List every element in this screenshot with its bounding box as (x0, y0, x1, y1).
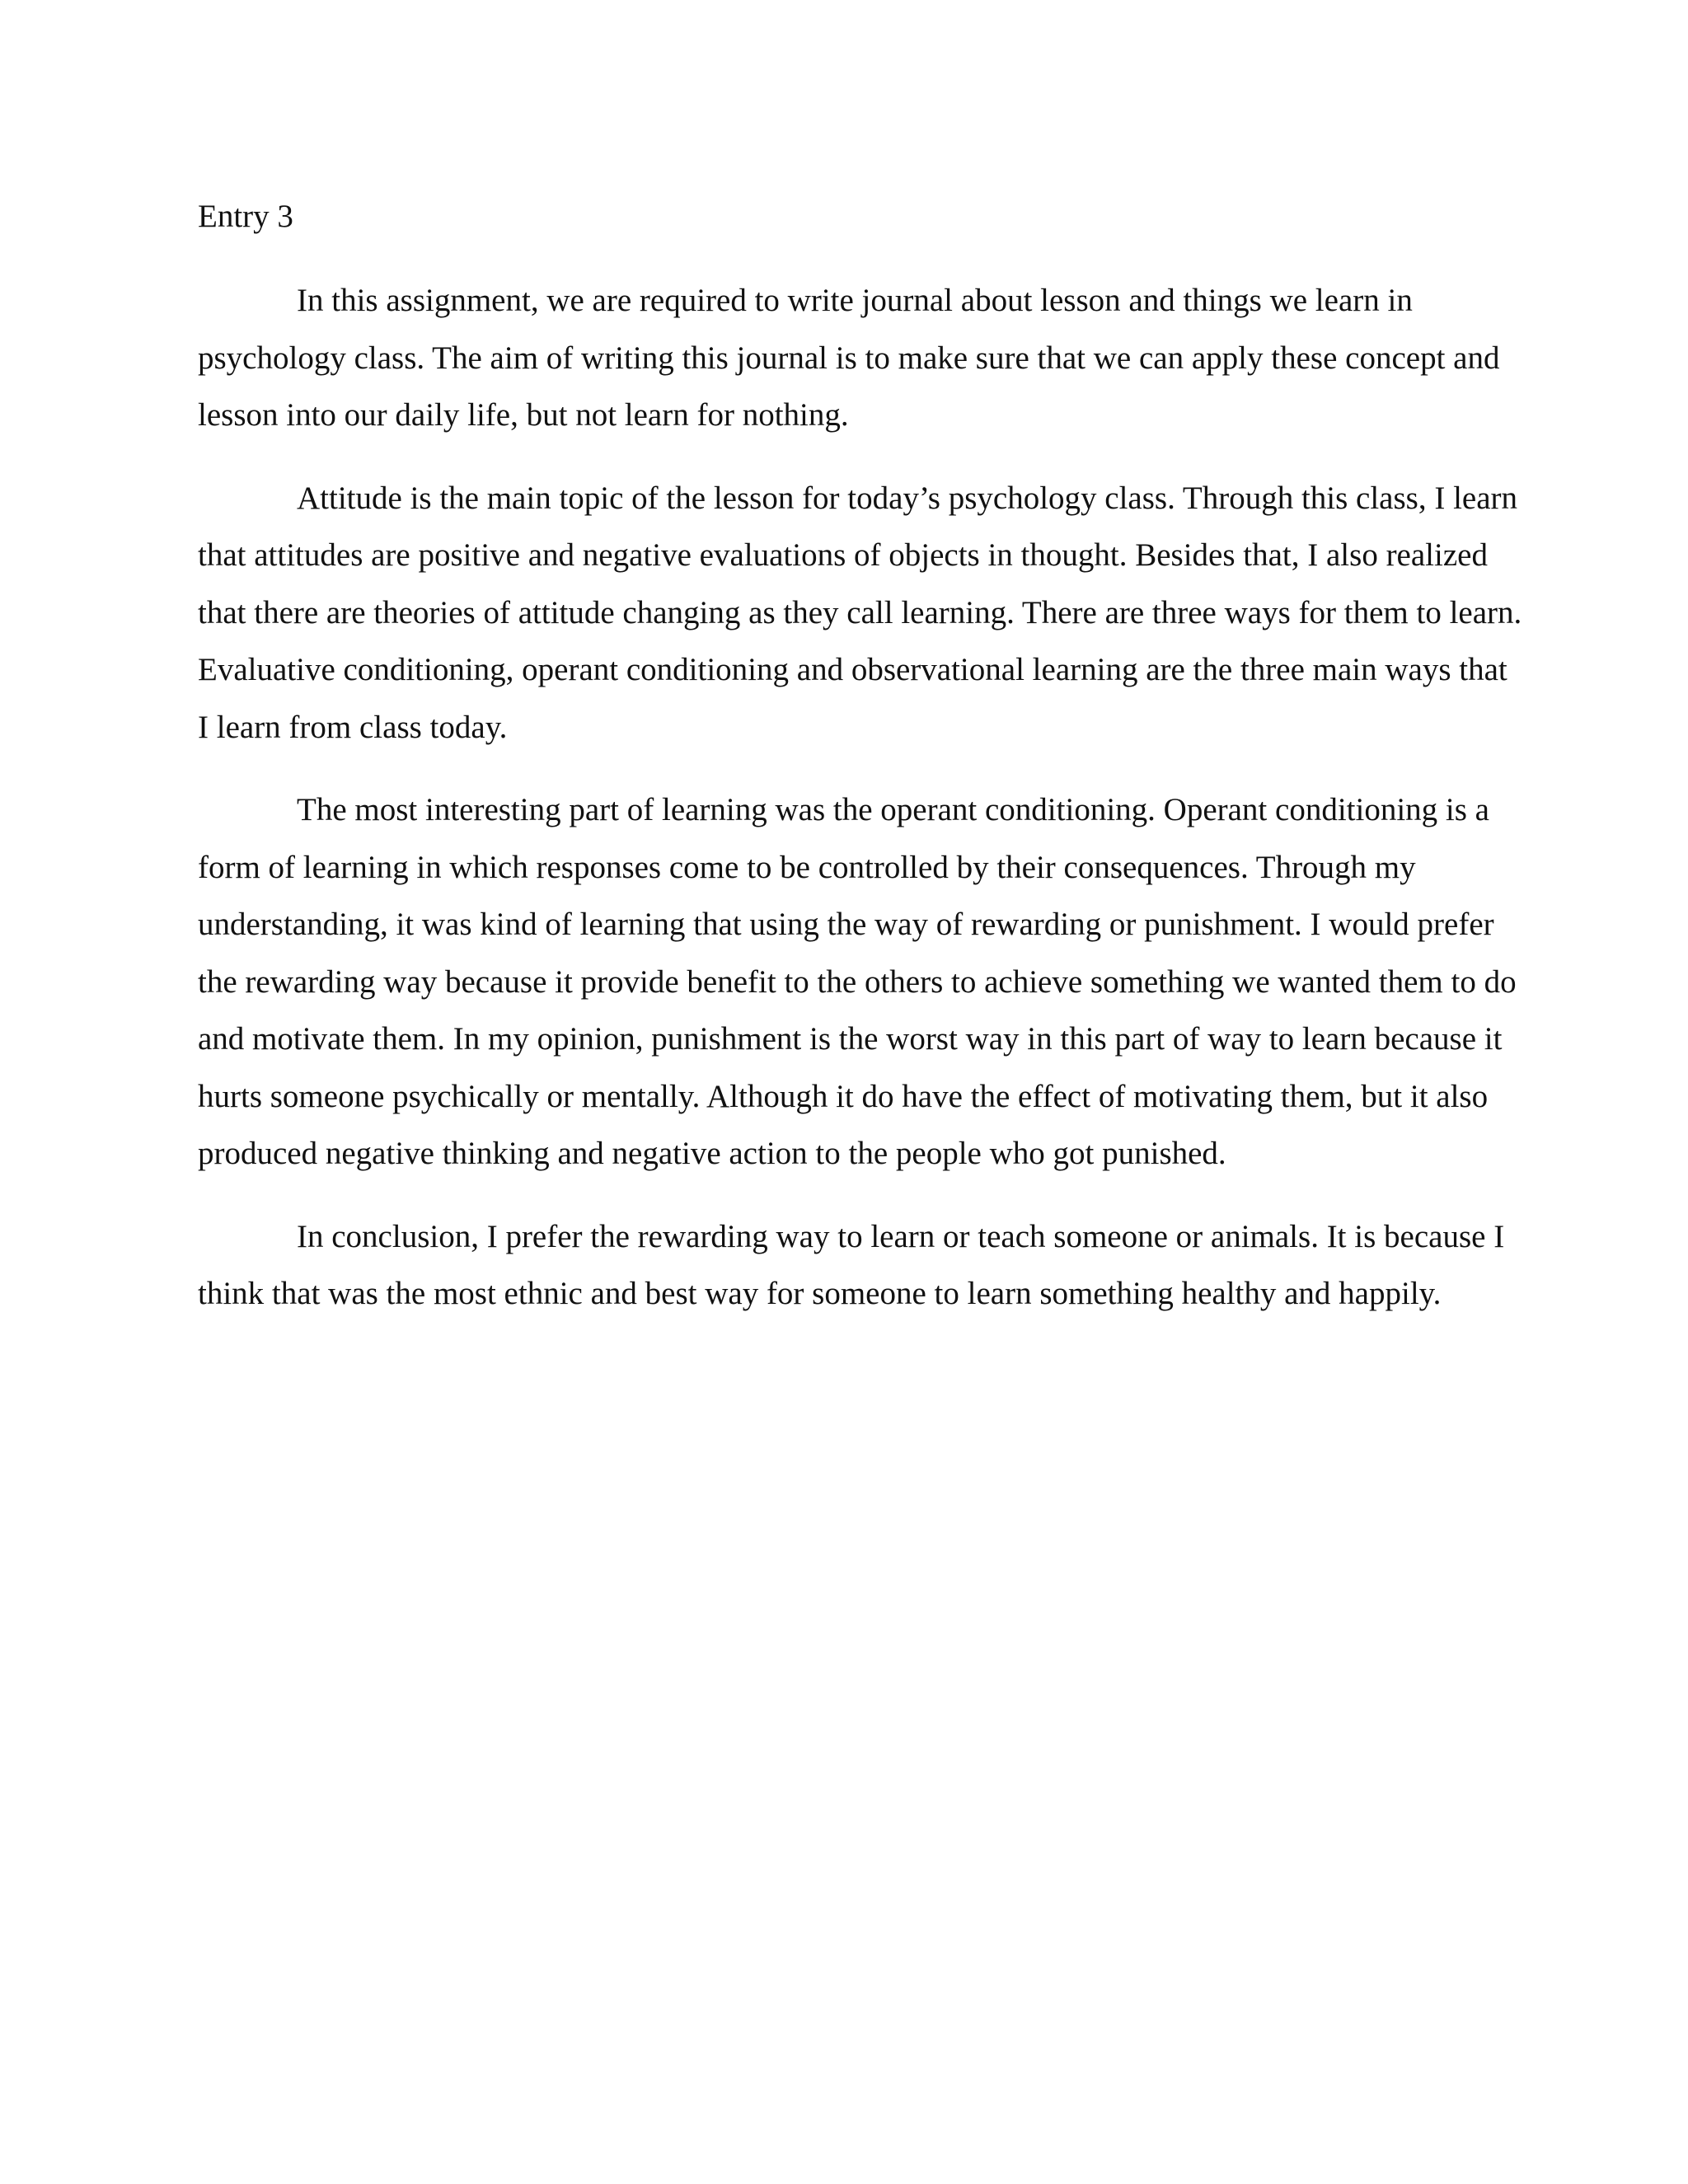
paragraph-conclusion: In conclusion, I prefer the rewarding way to learn or teach someone or animals. It is because I think that was the most ethnic and best way for someone to learn something healthy and happily. (198, 1218, 1505, 1311)
paragraph-operant-conditioning: The most interesting part of learning was the operant conditioning. Operant conditioning is a form of learning in which responses come to be controlled by their consequences. Through my understanding, it was kind of learning that using the way of rewarding or punishment. I would prefer the rewarding way because it provide benefit to the others to achieve something we wanted them to do and motivate them. In my opinion, punishment is the worst way in this part of way to learn because it hurts someone psychically or mentally. Although it do have the effect of motivating them, but it also produced negative thinking and negative action to the people who got punished. (198, 792, 1517, 1171)
paragraph-attitude: Attitude is the main topic of the lesson for today’s psychology class. Through this class, I learn that attitudes are positive and negative evaluations of objects in thought. Besides that, I also realized that there are theories of attitude changing as they call learning. There are three ways for them to learn. Evaluative conditioning, operant conditioning and observational learning are the three main ways that I learn from class today. (198, 480, 1522, 745)
paragraph-intro: In this assignment, we are required to write journal about lesson and things we learn in psychology class. The aim of writing this journal is to make sure that we can apply these concept and lesson into our daily life, but not learn for nothing. (198, 283, 1500, 433)
entry-title: Entry 3 (198, 199, 293, 234)
document-body (198, 196, 1525, 1348)
